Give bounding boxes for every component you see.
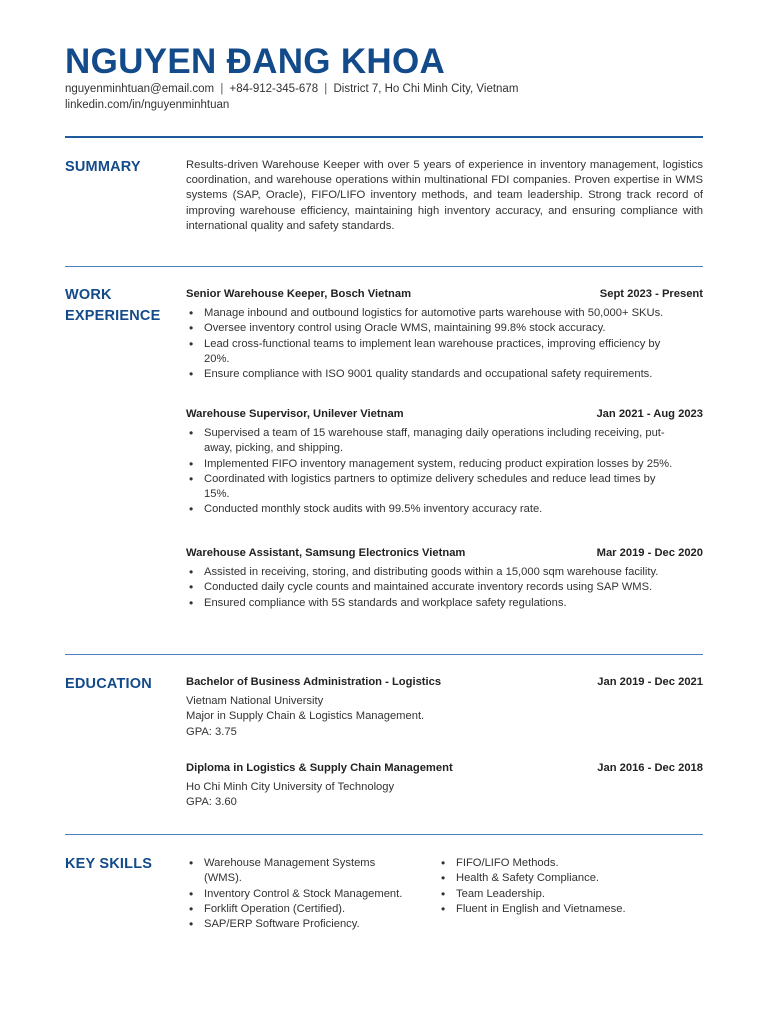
degree-title: Diploma in Logistics & Supply Chain Management — [186, 762, 453, 774]
list-item: • Ensured compliance with 5S standards and workplace safety regulations. — [204, 596, 703, 611]
degree-title: Bachelor of Business Administration - Logistics — [186, 676, 442, 688]
school-name: Vietnam National University — [186, 695, 324, 707]
skills-heading: KEY SKILLS — [65, 856, 153, 872]
summary-text: Results-driven Warehouse Keeper with over 5 years of experience in inventory management, logistics coordination, and warehouse operations within multinational FDI companies. Proven expertise in WMS systems (SAP, Oracle), FIFO/LIFO inventory methods, and team leadership. Strong track record of improving warehouse efficiency, maintaining high inventory accuracy, and ensuring compliance with international quality and safety standards. — [186, 159, 703, 232]
list-item: • Manage inbound and outbound logistics for automotive parts warehouse with 50,000+ SKUs. — [204, 306, 703, 321]
job-dates: Jan 2021 - Aug 2023 — [596, 408, 703, 420]
header-divider — [65, 136, 703, 138]
list-item: • Fluent in English and Vietnamese. — [456, 902, 703, 917]
experience-heading-line2: EXPERIENCE — [65, 308, 161, 324]
summary-heading: SUMMARY — [65, 159, 141, 175]
experience-heading-line1: WORK — [65, 287, 112, 303]
school-name: Ho Chi Minh City University of Technology — [186, 781, 395, 793]
job-title: Warehouse Supervisor, Unilever Vietnam — [186, 408, 404, 420]
list-item: • Health & Safety Compliance. — [456, 871, 703, 886]
list-item: • Coordinated with logistics partners to optimize delivery schedules and reduce lead times by 15%. — [204, 472, 703, 503]
list-item: • Implemented FIFO inventory management system, reducing product expiration losses by 25%. — [204, 457, 703, 472]
skills-column — [438, 856, 703, 917]
list-item: • Conducted monthly stock audits with 99.5% inventory accuracy rate. — [204, 502, 703, 517]
list-item: • FIFO/LIFO Methods. — [456, 856, 703, 871]
experience-heading — [65, 285, 160, 327]
list-item: • Forklift Operation (Certified). — [204, 902, 421, 917]
list-item: • Oversee inventory control using Oracle WMS, maintaining 99.8% stock accuracy. — [204, 321, 703, 336]
job-dates: Sept 2023 - Present — [599, 288, 703, 300]
list-item: • Team Leadership. — [456, 887, 703, 902]
job-bullets — [186, 565, 703, 611]
phone-text: +84-912-345-678 — [229, 83, 319, 95]
list-item: • SAP/ERP Software Proficiency. — [204, 917, 421, 932]
list-item: • Assisted in receiving, storing, and distributing goods within a 15,000 sqm warehouse facility. — [204, 565, 703, 580]
job-title: Senior Warehouse Keeper, Bosch Vietnam — [186, 288, 412, 300]
education-detail: Major in Supply Chain & Logistics Management. — [186, 710, 425, 723]
job-bullets — [186, 306, 703, 382]
job-dates: Mar 2019 - Dec 2020 — [596, 547, 703, 559]
section-divider — [65, 834, 703, 835]
education-dates: Jan 2019 - Dec 2021 — [597, 676, 703, 688]
education-heading: EDUCATION — [65, 676, 152, 692]
education-dates: Jan 2016 - Dec 2018 — [597, 762, 703, 774]
job-entry — [186, 287, 703, 382]
contact-info — [65, 82, 518, 113]
job-title: Warehouse Assistant, Samsung Electronics Vietnam — [186, 547, 466, 559]
separator: | — [220, 83, 224, 95]
location-text: District 7, Ho Chi Minh City, Vietnam — [333, 83, 519, 95]
list-item: • Supervised a team of 15 warehouse staff, managing daily operations including receiving, put-away, picking, and shipping. — [204, 426, 703, 457]
section-divider — [65, 654, 703, 655]
job-entry — [186, 546, 703, 611]
list-item: • Warehouse Management Systems (WMS). — [204, 856, 421, 887]
separator: | — [324, 83, 328, 95]
linkedin-text: linkedin.com/in/nguyenminhtuan — [65, 98, 230, 111]
skills-list — [438, 856, 703, 917]
list-item: • Ensure compliance with ISO 9001 quality standards and occupational safety requirements. — [204, 367, 703, 382]
email-text: nguyenminhtuan@email.com — [65, 83, 215, 95]
list-item: • Inventory Control & Stock Management. — [204, 887, 421, 902]
education-entry — [186, 675, 703, 740]
job-bullets — [186, 426, 703, 518]
education-entry — [186, 761, 703, 811]
candidate-name: NGUYEN ĐANG KHOA — [65, 42, 446, 81]
skills-column — [186, 856, 421, 932]
skills-list — [186, 856, 421, 932]
section-divider — [65, 266, 703, 267]
list-item: • Lead cross-functional teams to implement lean warehouse practices, improving efficiency by 20%. — [204, 337, 703, 368]
gpa-text: GPA: 3.60 — [186, 796, 237, 809]
list-item: • Conducted daily cycle counts and maintained accurate inventory records using SAP WMS. — [204, 580, 703, 595]
gpa-text: GPA: 3.75 — [186, 725, 237, 738]
job-entry — [186, 407, 703, 518]
